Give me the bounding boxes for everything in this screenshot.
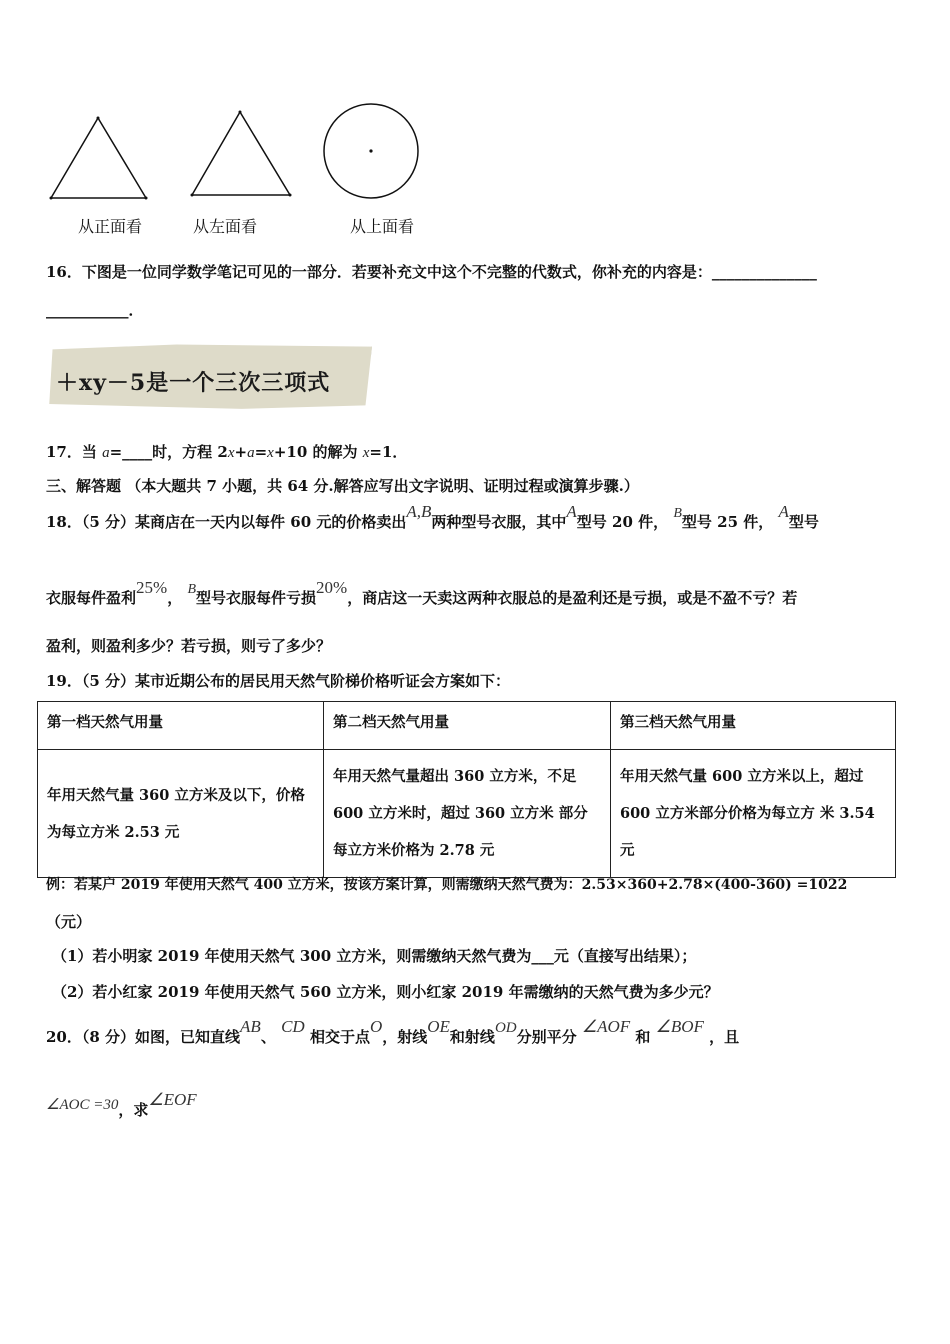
- left-view-triangle: [192, 112, 290, 195]
- note-text: ＋xy－5是一个三次三项式: [56, 370, 331, 396]
- gas-price-table: [37, 701, 896, 878]
- table-header: 第三档天然气用量: [611, 702, 896, 750]
- section-3-heading: 三、解答题 （本大题共 7 小题，共 64 分.解答应写出文字说明、证明过程或演算步骤.）: [46, 477, 639, 495]
- top-view-center-dot: [369, 149, 372, 152]
- table-header: 第二档天然气用量: [324, 702, 611, 750]
- q17-text: 17．当 a=____时，方程 2x+a=x+10 的解为 x=1．: [46, 443, 408, 461]
- q20-line2: ∠AOC =30，求∠EOF: [46, 1090, 197, 1119]
- table-cell: 年用天然气量 600 立方米以上，超过 600 立方米部分价格为每立方 米 3.54 元: [611, 750, 896, 878]
- table-cell: 年用天然气量超出 360 立方米，不足 600 立方米时，超过 360 立方米 部分每立方米价格为 2.78 元: [324, 750, 611, 878]
- q18-line2: 衣服每件盈利25%， B型号衣服每件亏损20%，商店这一天卖这两种衣服总的是盈利还是亏损，或是不盈不亏？若: [46, 578, 798, 607]
- table-cell: 年用天然气量 360 立方米及以下，价格为每立方米 2.53 元: [38, 750, 324, 878]
- q18-line1: 18．（5 分）某商店在一天内以每件 60 元的价格卖出A,B两种型号衣服，其中A型号 20 件， B型号 25 件， A型号: [46, 502, 819, 531]
- q16-text: 16．下图是一位同学数学笔记可见的一部分．若要补充文中这个不完整的代数式，你补充的内容是：______________: [46, 263, 817, 281]
- q20-line1: 20．（8 分）如图，已知直线AB、 CD 相交于点O，射线OE和射线OD分别平分 ∠AOF 和 ∠BOF ，且: [46, 1017, 740, 1046]
- q16-cont: ___________．: [46, 301, 144, 319]
- left-view-caption: 从左面看: [193, 217, 258, 236]
- q18-line3: 盈利，则盈利多少？若亏损，则亏了多少？: [46, 637, 332, 655]
- q19-title: 19．（5 分）某市近期公布的居民用天然气阶梯价格听证会方案如下：: [46, 672, 511, 690]
- q19-sub2: （2）若小红家 2019 年使用天然气 560 立方米，则小红家 2019 年需缴纳的天然气费为多少元？: [52, 983, 719, 1001]
- three-view-figure: [40, 100, 440, 210]
- top-view-caption: 从上面看: [350, 217, 415, 236]
- q19-example: 例：若某户 2019 年使用天然气 400 立方米，按该方案计算，则需缴纳天然气费为：2.53×360+2.78×(400-360) =1022: [46, 877, 848, 893]
- front-view-caption: 从正面看: [78, 217, 143, 236]
- q19-sub1: （1）若小明家 2019 年使用天然气 300 立方米，则需缴纳天然气费为___元（直接写出结果）；: [52, 947, 697, 965]
- q19-unit: （元）: [46, 913, 92, 931]
- table-header: 第一档天然气用量: [38, 702, 324, 750]
- front-view-triangle: [51, 118, 146, 198]
